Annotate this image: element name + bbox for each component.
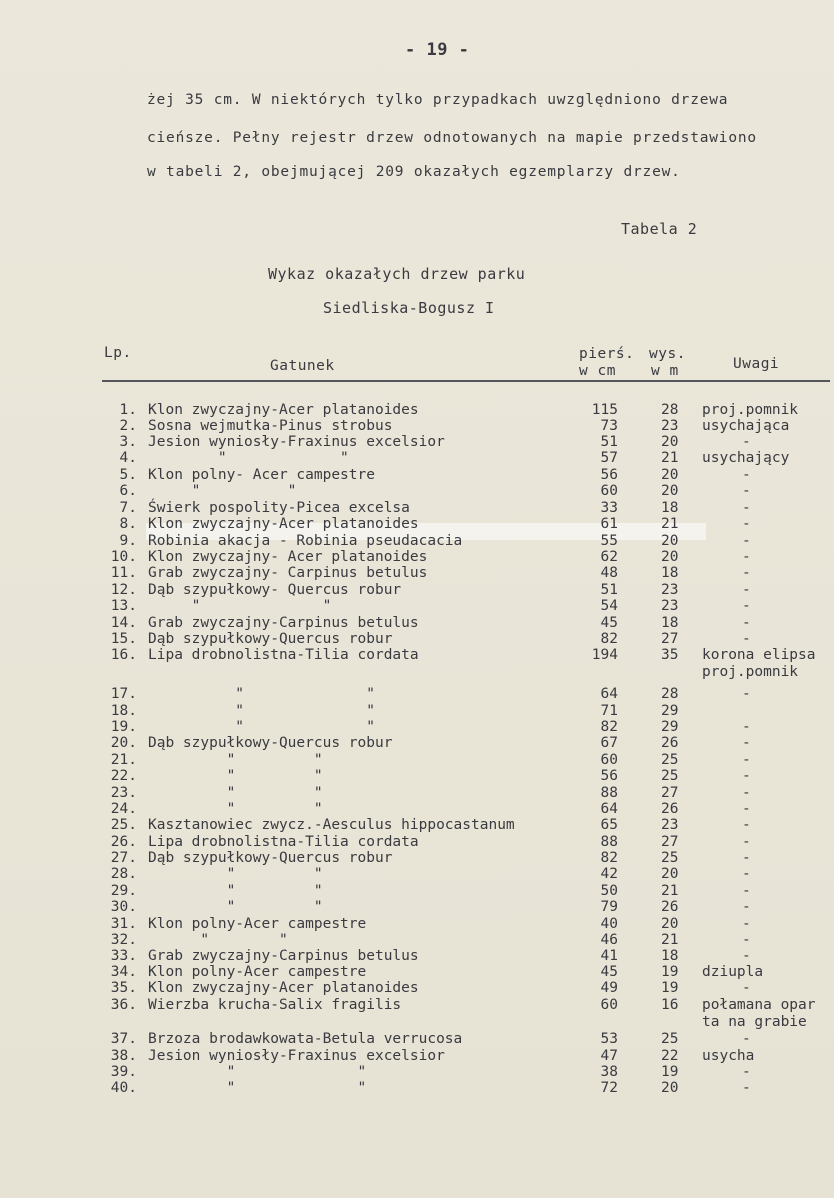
- species-name: " ": [148, 719, 375, 735]
- diameter-value: 82: [600, 631, 618, 647]
- remarks-value: -: [742, 916, 751, 932]
- species-name: " ": [148, 899, 323, 915]
- species-name: " ": [148, 703, 375, 719]
- row-number: 28.: [110, 866, 137, 882]
- remarks-value: -: [742, 565, 751, 581]
- row-number: 33.: [110, 948, 137, 964]
- height-value: 29: [661, 719, 679, 735]
- species-name: Brzoza brodawkowata-Betula verrucosa: [148, 1031, 463, 1047]
- diameter-value: 51: [600, 582, 618, 598]
- remarks-value: -: [742, 948, 751, 964]
- table-row: [0, 997, 834, 1013]
- row-number: 23.: [110, 785, 137, 801]
- diameter-value: 61: [600, 516, 618, 532]
- species-name: Klon polny- Acer campestre: [148, 467, 375, 483]
- height-value: 19: [661, 980, 679, 996]
- height-value: 20: [661, 1080, 679, 1096]
- diameter-value: 54: [600, 598, 618, 614]
- remarks-value: -: [742, 719, 751, 735]
- row-number: 17.: [110, 686, 137, 702]
- remarks-value: proj.pomnik: [702, 664, 799, 680]
- remarks-value: -: [742, 615, 751, 631]
- diameter-value: 82: [600, 850, 618, 866]
- row-number: 24.: [110, 801, 137, 817]
- species-name: Lipa drobnolistna-Tilia cordata: [148, 647, 419, 663]
- diameter-value: 62: [600, 549, 618, 565]
- table-subtitle: Siedliska-Bogusz I: [323, 299, 495, 317]
- row-number: 31.: [110, 916, 137, 932]
- remarks-value: -: [742, 834, 751, 850]
- header-species: Gatunek: [270, 358, 335, 374]
- row-number: 6.: [119, 483, 137, 499]
- table-row: [0, 647, 834, 663]
- table-title: Wykaz okazałych drzew parku: [268, 265, 526, 283]
- height-value: 20: [661, 533, 679, 549]
- remarks-value: -: [742, 735, 751, 751]
- remarks-value: proj.pomnik: [702, 402, 799, 418]
- height-value: 35: [661, 647, 679, 663]
- species-name: " ": [148, 450, 349, 466]
- row-number: 15.: [110, 631, 137, 647]
- remarks-value: usychający: [702, 450, 790, 466]
- row-number: 21.: [110, 752, 137, 768]
- height-value: 21: [661, 450, 679, 466]
- remarks-value: -: [742, 598, 751, 614]
- remarks-value: ta na grabie: [702, 1014, 807, 1030]
- diameter-value: 72: [600, 1080, 618, 1096]
- remarks-value: usychająca: [702, 418, 790, 434]
- row-number: 36.: [110, 997, 137, 1013]
- height-value: 18: [661, 948, 679, 964]
- table-row: [0, 664, 834, 680]
- row-number: 8.: [119, 516, 137, 532]
- diameter-value: 79: [600, 899, 618, 915]
- row-number: 12.: [110, 582, 137, 598]
- height-value: 25: [661, 752, 679, 768]
- height-value: 23: [661, 582, 679, 598]
- species-name: " ": [148, 866, 323, 882]
- header-diameter: pierś.: [579, 346, 635, 362]
- table-row: [0, 980, 834, 996]
- diameter-value: 64: [600, 801, 618, 817]
- remarks-value: usycha: [702, 1048, 755, 1064]
- remarks-value: -: [742, 1080, 751, 1096]
- diameter-value: 49: [600, 980, 618, 996]
- diameter-value: 46: [600, 932, 618, 948]
- table-row: [0, 735, 834, 751]
- table-row: [0, 565, 834, 581]
- table-row: [0, 1064, 834, 1080]
- remarks-value: -: [742, 883, 751, 899]
- table-row: [0, 817, 834, 833]
- remarks-value: -: [742, 850, 751, 866]
- diameter-value: 56: [600, 467, 618, 483]
- table-row: [0, 1080, 834, 1096]
- species-name: " ": [148, 883, 323, 899]
- height-value: 25: [661, 768, 679, 784]
- remarks-value: -: [742, 817, 751, 833]
- table-row: [0, 615, 834, 631]
- height-value: 18: [661, 500, 679, 516]
- remarks-value: -: [742, 686, 751, 702]
- table-row: [0, 483, 834, 499]
- remarks-value: korona elipsa: [702, 647, 816, 663]
- row-number: 20.: [110, 735, 137, 751]
- header-diameter-unit: w cm: [579, 363, 616, 379]
- header-rule: [102, 380, 830, 382]
- species-name: Kasztanowiec zwycz.-Aesculus hippocastanum: [148, 817, 515, 833]
- table-row: [0, 1031, 834, 1047]
- height-value: 27: [661, 785, 679, 801]
- diameter-value: 60: [600, 752, 618, 768]
- row-number: 14.: [110, 615, 137, 631]
- diameter-value: 48: [600, 565, 618, 581]
- height-value: 21: [661, 883, 679, 899]
- species-name: Klon zwyczajny- Acer platanoides: [148, 549, 428, 565]
- table-row: [0, 719, 834, 735]
- table-row: [0, 549, 834, 565]
- height-value: 26: [661, 735, 679, 751]
- species-name: Klon zwyczajny-Acer platanoides: [148, 516, 419, 532]
- height-value: 22: [661, 1048, 679, 1064]
- paragraph-line-3: w tabeli 2, obejmującej 209 okazałych egzemplarzy drzew.: [147, 164, 681, 180]
- diameter-value: 57: [600, 450, 618, 466]
- species-name: Klon zwyczajny-Acer platanoides: [148, 980, 419, 996]
- remarks-value: -: [742, 980, 751, 996]
- table-row: [0, 883, 834, 899]
- diameter-value: 42: [600, 866, 618, 882]
- height-value: 21: [661, 516, 679, 532]
- diameter-value: 64: [600, 686, 618, 702]
- species-name: " ": [148, 785, 323, 801]
- row-number: 29.: [110, 883, 137, 899]
- height-value: 27: [661, 834, 679, 850]
- remarks-value: -: [742, 785, 751, 801]
- table-row: [0, 598, 834, 614]
- remarks-value: -: [742, 752, 751, 768]
- diameter-value: 56: [600, 768, 618, 784]
- row-number: 37.: [110, 1031, 137, 1047]
- diameter-value: 41: [600, 948, 618, 964]
- remarks-value: -: [742, 549, 751, 565]
- species-name: Dąb szypułkowy-Quercus robur: [148, 850, 393, 866]
- table-row: [0, 686, 834, 702]
- row-number: 10.: [110, 549, 137, 565]
- remarks-value: połamana opar: [702, 997, 816, 1013]
- table-row: [0, 850, 834, 866]
- table-row: [0, 418, 834, 434]
- paragraph-line-2: cieńsze. Pełny rejestr drzew odnotowanych na mapie przedstawiono: [147, 130, 757, 146]
- table-row: [0, 450, 834, 466]
- height-value: 26: [661, 899, 679, 915]
- height-value: 29: [661, 703, 679, 719]
- diameter-value: 65: [600, 817, 618, 833]
- remarks-value: -: [742, 516, 751, 532]
- species-name: Dąb szypułkowy- Quercus robur: [148, 582, 402, 598]
- remarks-value: -: [742, 899, 751, 915]
- species-name: " ": [148, 598, 332, 614]
- species-name: " ": [148, 801, 323, 817]
- diameter-value: 33: [600, 500, 618, 516]
- table-row: [0, 768, 834, 784]
- diameter-value: 82: [600, 719, 618, 735]
- table-row: [0, 402, 834, 418]
- height-value: 23: [661, 418, 679, 434]
- height-value: 19: [661, 964, 679, 980]
- row-number: 26.: [110, 834, 137, 850]
- table-row: [0, 948, 834, 964]
- row-number: 16.: [110, 647, 137, 663]
- row-number: 13.: [110, 598, 137, 614]
- table-row: [0, 582, 834, 598]
- diameter-value: 55: [600, 533, 618, 549]
- remarks-value: dziupla: [702, 964, 764, 980]
- table-row: [0, 752, 834, 768]
- remarks-value: -: [742, 866, 751, 882]
- species-name: Dąb szypułkowy-Quercus robur: [148, 631, 393, 647]
- remarks-value: -: [742, 801, 751, 817]
- remarks-value: -: [742, 1031, 751, 1047]
- remarks-value: -: [742, 434, 751, 450]
- row-number: 4.: [119, 450, 137, 466]
- table-row: [0, 1014, 834, 1030]
- height-value: 23: [661, 598, 679, 614]
- diameter-value: 115: [591, 402, 618, 418]
- row-number: 40.: [110, 1080, 137, 1096]
- diameter-value: 88: [600, 785, 618, 801]
- row-number: 35.: [110, 980, 137, 996]
- row-number: 5.: [119, 467, 137, 483]
- species-name: Klon zwyczajny-Acer platanoides: [148, 402, 419, 418]
- diameter-value: 60: [600, 483, 618, 499]
- remarks-value: -: [742, 582, 751, 598]
- height-value: 19: [661, 1064, 679, 1080]
- height-value: 18: [661, 615, 679, 631]
- header-lp: Lp.: [104, 345, 132, 361]
- table-row: [0, 434, 834, 450]
- row-number: 30.: [110, 899, 137, 915]
- height-value: 20: [661, 434, 679, 450]
- row-number: 25.: [110, 817, 137, 833]
- table-row: [0, 964, 834, 980]
- table-row: [0, 467, 834, 483]
- header-height: wys.: [649, 346, 686, 362]
- remarks-value: -: [742, 631, 751, 647]
- row-number: 9.: [119, 533, 137, 549]
- species-name: " ": [148, 483, 297, 499]
- diameter-value: 45: [600, 964, 618, 980]
- remarks-value: -: [742, 768, 751, 784]
- table-row: [0, 899, 834, 915]
- row-number: 18.: [110, 703, 137, 719]
- table-row: [0, 834, 834, 850]
- height-value: 28: [661, 686, 679, 702]
- height-value: 21: [661, 932, 679, 948]
- header-remarks: Uwagi: [733, 356, 780, 372]
- row-number: 32.: [110, 932, 137, 948]
- species-name: Grab zwyczajny-Carpinus betulus: [148, 948, 419, 964]
- remarks-value: -: [742, 500, 751, 516]
- species-name: Robinia akacja - Robinia pseudacacia: [148, 533, 463, 549]
- species-name: " ": [148, 932, 288, 948]
- species-name: Sosna wejmutka-Pinus strobus: [148, 418, 393, 434]
- species-name: Klon polny-Acer campestre: [148, 964, 367, 980]
- remarks-value: -: [742, 533, 751, 549]
- height-value: 26: [661, 801, 679, 817]
- diameter-value: 51: [600, 434, 618, 450]
- species-name: Grab zwyczajny- Carpinus betulus: [148, 565, 428, 581]
- table-row: [0, 631, 834, 647]
- height-value: 18: [661, 565, 679, 581]
- species-name: " ": [148, 752, 323, 768]
- header-height-unit: w m: [651, 363, 679, 379]
- diameter-value: 71: [600, 703, 618, 719]
- species-name: " ": [148, 1080, 367, 1096]
- table-row: [0, 516, 834, 532]
- diameter-value: 45: [600, 615, 618, 631]
- height-value: 20: [661, 483, 679, 499]
- diameter-value: 47: [600, 1048, 618, 1064]
- species-name: Wierzba krucha-Salix fragilis: [148, 997, 402, 1013]
- species-name: Świerk pospolity-Picea excelsa: [148, 500, 410, 516]
- table-row: [0, 785, 834, 801]
- height-value: 20: [661, 916, 679, 932]
- row-number: 1.: [119, 402, 137, 418]
- species-name: Jesion wyniosły-Fraxinus excelsior: [148, 1048, 445, 1064]
- remarks-value: -: [742, 467, 751, 483]
- row-number: 39.: [110, 1064, 137, 1080]
- table-row: [0, 801, 834, 817]
- row-number: 22.: [110, 768, 137, 784]
- table-row: [0, 533, 834, 549]
- height-value: 25: [661, 1031, 679, 1047]
- table-row: [0, 916, 834, 932]
- row-number: 3.: [119, 434, 137, 450]
- diameter-value: 53: [600, 1031, 618, 1047]
- row-number: 2.: [119, 418, 137, 434]
- page-number: - 19 -: [405, 40, 470, 60]
- diameter-value: 73: [600, 418, 618, 434]
- diameter-value: 40: [600, 916, 618, 932]
- diameter-value: 88: [600, 834, 618, 850]
- row-number: 19.: [110, 719, 137, 735]
- height-value: 20: [661, 549, 679, 565]
- diameter-value: 67: [600, 735, 618, 751]
- species-name: " ": [148, 1064, 367, 1080]
- species-name: Grab zwyczajny-Carpinus betulus: [148, 615, 419, 631]
- row-number: 11.: [110, 565, 137, 581]
- table-row: [0, 866, 834, 882]
- height-value: 25: [661, 850, 679, 866]
- diameter-value: 50: [600, 883, 618, 899]
- table-row: [0, 500, 834, 516]
- paragraph-line-1: żej 35 cm. W niektórych tylko przypadkach uwzględniono drzewa: [147, 92, 729, 108]
- table-row: [0, 1048, 834, 1064]
- diameter-value: 60: [600, 997, 618, 1013]
- row-number: 27.: [110, 850, 137, 866]
- species-name: Lipa drobnolistna-Tilia cordata: [148, 834, 419, 850]
- remarks-value: -: [742, 932, 751, 948]
- remarks-value: -: [742, 1064, 751, 1080]
- diameter-value: 38: [600, 1064, 618, 1080]
- height-value: 23: [661, 817, 679, 833]
- table-row: [0, 932, 834, 948]
- row-number: 7.: [119, 500, 137, 516]
- row-number: 38.: [110, 1048, 137, 1064]
- diameter-value: 194: [591, 647, 618, 663]
- remarks-value: -: [742, 483, 751, 499]
- species-name: " ": [148, 686, 375, 702]
- species-name: Klon polny-Acer campestre: [148, 916, 367, 932]
- row-number: 34.: [110, 964, 137, 980]
- species-name: Jesion wyniosły-Fraxinus excelsior: [148, 434, 445, 450]
- height-value: 20: [661, 866, 679, 882]
- height-value: 20: [661, 467, 679, 483]
- height-value: 27: [661, 631, 679, 647]
- species-name: Dąb szypułkowy-Quercus robur: [148, 735, 393, 751]
- species-name: " ": [148, 768, 323, 784]
- table-row: [0, 703, 834, 719]
- table-label: Tabela 2: [621, 220, 698, 238]
- height-value: 28: [661, 402, 679, 418]
- height-value: 16: [661, 997, 679, 1013]
